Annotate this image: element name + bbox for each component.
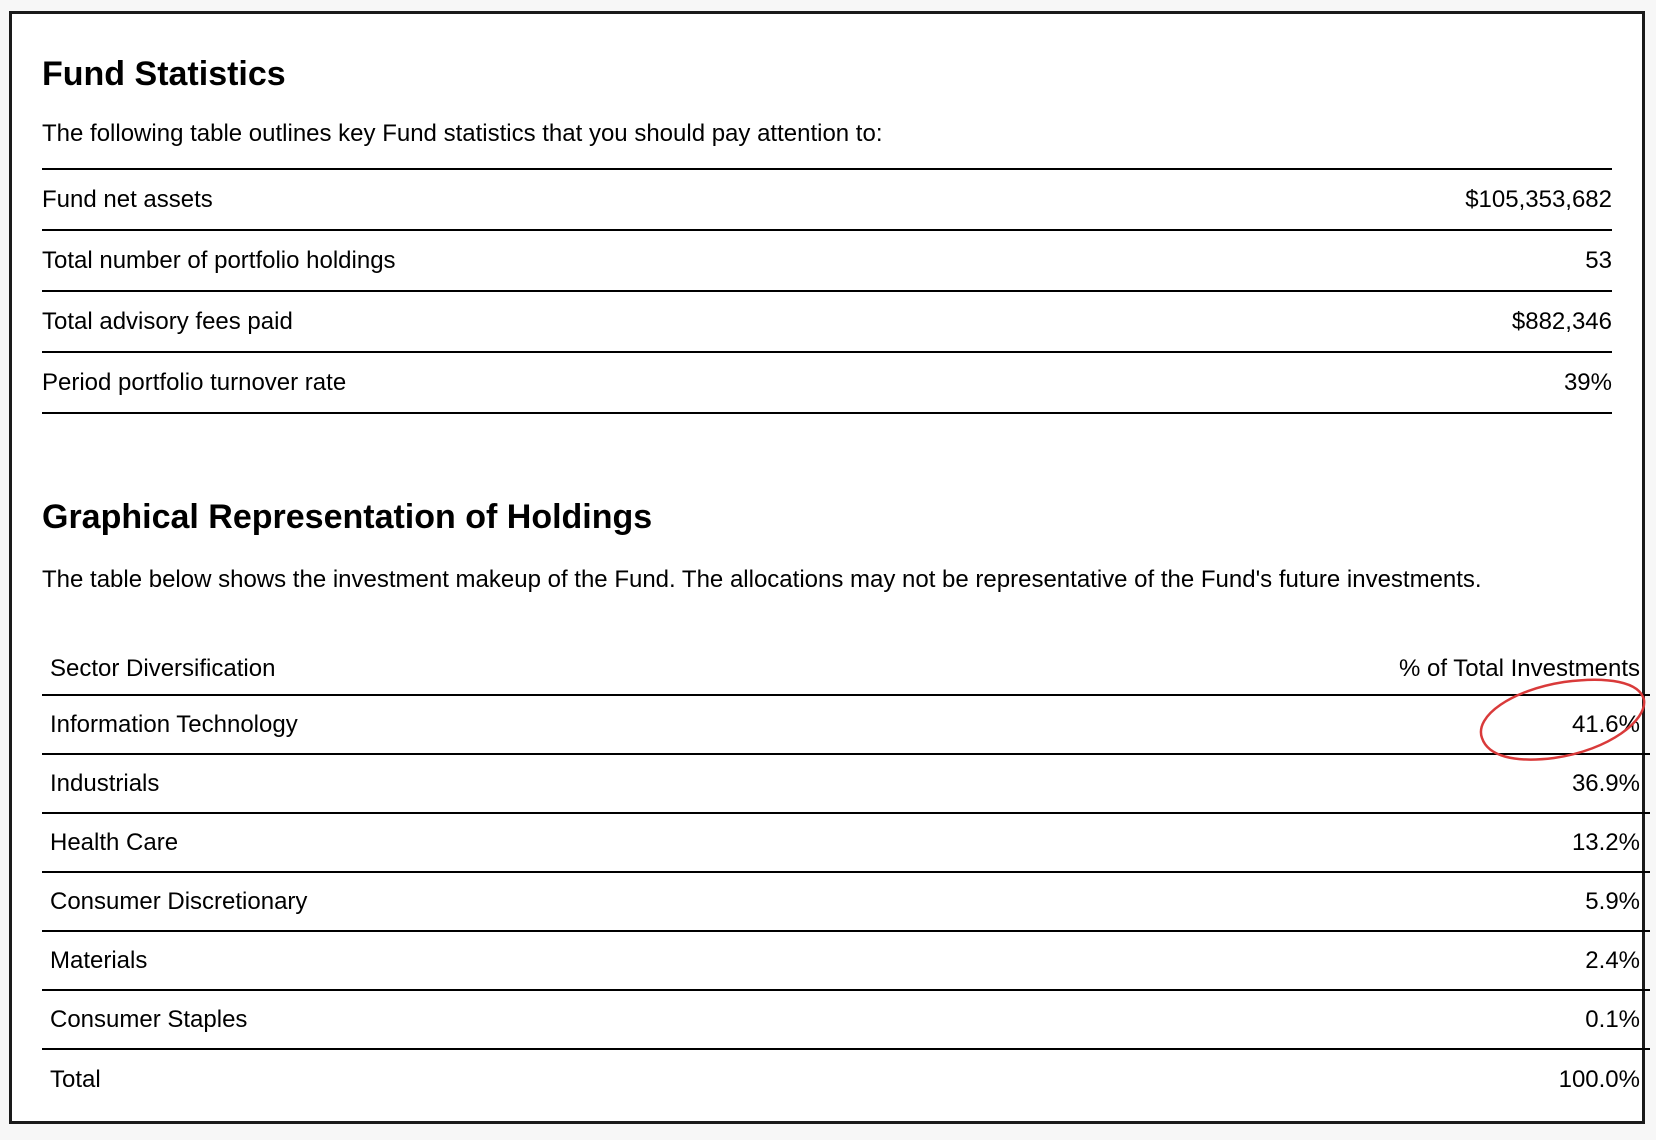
document-content [12, 14, 1642, 1121]
sector-percent: 5.9% [1585, 887, 1640, 915]
sector-label: Industrials [50, 769, 160, 797]
sector-label: Information Technology [50, 710, 298, 738]
holdings-heading: Graphical Representation of Holdings [42, 498, 653, 536]
stat-label: Total number of portfolio holdings [42, 246, 396, 274]
sector-percent: 36.9% [1571, 769, 1640, 797]
sector-diversification-table [42, 644, 1650, 1109]
sector-label: Materials [50, 946, 148, 974]
stat-row-holdings-count [42, 231, 1612, 292]
sector-row-industrials [42, 755, 1650, 814]
document-frame [9, 11, 1645, 1124]
sector-label: Consumer Discretionary [50, 887, 308, 915]
holdings-intro: The table below shows the investment makeup of the Fund. The allocations may not be representative of the Fund's future investments. [42, 566, 1482, 593]
stat-value: 53 [1585, 246, 1612, 274]
stat-row-net-assets [42, 170, 1612, 231]
sector-row-health-care [42, 814, 1650, 873]
stat-value: $105,353,682 [1465, 185, 1612, 213]
sector-percent: 41.6% [1571, 710, 1640, 738]
sector-percent: 100.0% [1558, 1065, 1640, 1093]
sector-label: Total [50, 1065, 101, 1093]
sector-label: Health Care [50, 828, 179, 856]
stat-label: Total advisory fees paid [42, 307, 293, 335]
sector-row-consumer-discretionary [42, 873, 1650, 932]
sector-table-header [42, 644, 1650, 696]
sector-percent: 13.2% [1571, 828, 1640, 856]
fund-statistics-table [42, 168, 1612, 414]
stat-value: 39% [1563, 368, 1612, 396]
sector-row-consumer-staples [42, 991, 1650, 1050]
stat-label: Fund net assets [42, 185, 213, 213]
stat-row-turnover-rate [42, 353, 1612, 414]
sector-column-header: Sector Diversification [50, 655, 276, 682]
sector-label: Consumer Staples [50, 1005, 248, 1033]
fund-statistics-intro: The following table outlines key Fund statistics that you should pay attention to: [42, 120, 883, 147]
sector-row-information-technology [42, 696, 1650, 755]
percent-column-header: % of Total Investments [1398, 655, 1640, 682]
sector-percent: 2.4% [1585, 946, 1640, 974]
sector-percent: 0.1% [1585, 1005, 1640, 1033]
stat-label: Period portfolio turnover rate [42, 368, 347, 396]
stat-row-advisory-fees [42, 292, 1612, 353]
sector-row-total [42, 1050, 1650, 1109]
fund-statistics-heading: Fund Statistics [42, 55, 286, 93]
stat-value: $882,346 [1511, 307, 1612, 335]
sector-row-materials [42, 932, 1650, 991]
